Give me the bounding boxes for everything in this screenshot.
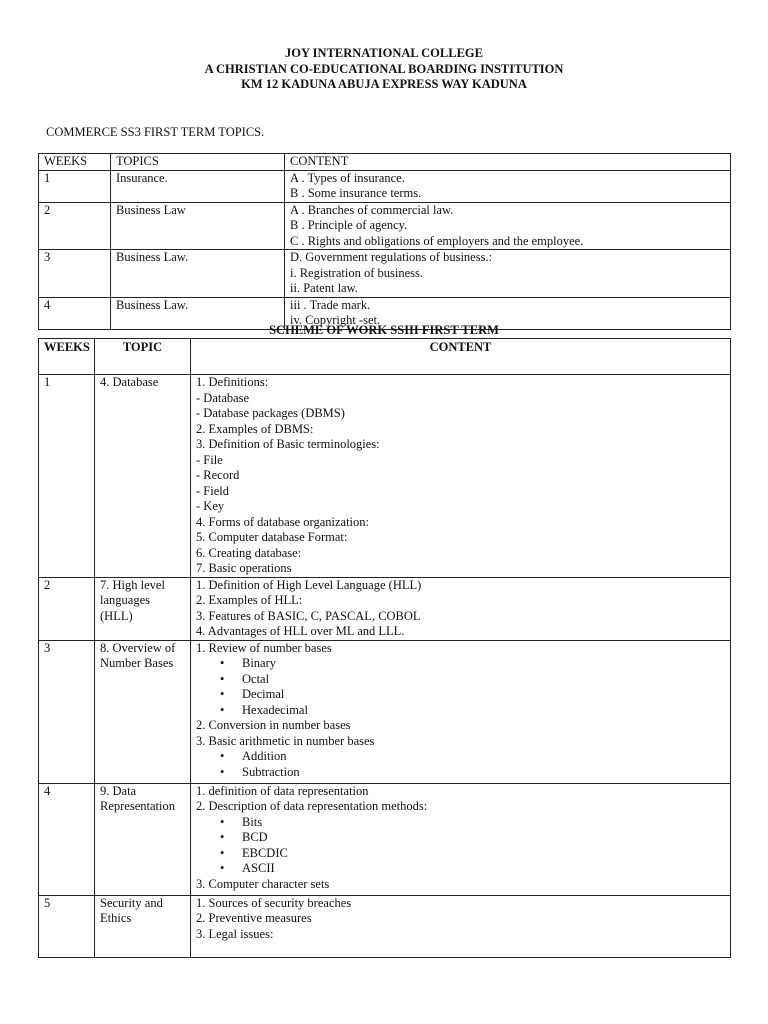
content-line: - Field	[196, 483, 229, 498]
school-description: A CHRISTIAN CO-EDUCATIONAL BOARDING INSTITUTION	[204, 61, 564, 76]
scheme-header-weeks: WEEKS	[39, 339, 95, 375]
content-line: 6. Creating database:	[196, 545, 302, 560]
bullet-item: • ASCII	[242, 861, 725, 877]
commerce-header-row	[39, 154, 731, 171]
scheme-row	[39, 577, 731, 640]
content-line: 2. Conversion in number bases	[196, 718, 351, 732]
content-cell	[285, 202, 731, 250]
week-cell: 5	[39, 895, 95, 957]
scheme-row	[39, 640, 731, 783]
content-line: 3. Legal issues:	[196, 926, 274, 941]
commerce-header-content: CONTENT	[285, 154, 731, 171]
bullet-list	[196, 656, 725, 718]
content-line: 5. Computer database Format:	[196, 530, 348, 544]
content-line: 3. Computer character sets	[196, 876, 330, 891]
topic-cell: 4. Database	[95, 375, 191, 578]
commerce-header-topics: TOPICS	[111, 154, 285, 171]
content-line: A . Branches of commercial law.	[290, 202, 454, 217]
school-name: JOY INTERNATIONAL COLLEGE	[285, 46, 483, 60]
commerce-topics-table	[38, 153, 731, 330]
content-line: 7. Basic operations	[196, 561, 292, 575]
bullet-item: • Binary	[242, 656, 725, 672]
content-line: 1. definition of data representation	[196, 783, 369, 798]
content-line: - Database packages (DBMS)	[196, 406, 345, 420]
content-line: 2. Description of data representation methods:	[196, 799, 428, 813]
content-line: 3. Basic arithmetic in number bases	[196, 733, 375, 748]
content-line: 1. Sources of security breaches	[196, 895, 352, 910]
week-cell: 1	[39, 375, 95, 578]
bullet-item: • Octal	[242, 672, 725, 688]
content-cell	[191, 783, 731, 895]
week-cell: 3	[39, 640, 95, 783]
content-line: ii. Patent law.	[290, 281, 358, 295]
content-cell	[285, 250, 731, 298]
topic-cell: Security and Ethics	[95, 895, 191, 957]
content-line: 2. Examples of HLL:	[196, 593, 303, 607]
content-line: D. Government regulations of business.:	[290, 250, 493, 264]
commerce-row	[39, 170, 731, 202]
commerce-row	[39, 250, 731, 298]
content-line: 3. Definition of Basic terminologies:	[196, 437, 380, 451]
content-cell	[191, 577, 731, 640]
content-line: i. Registration of business.	[290, 265, 423, 280]
bullet-item: • Addition	[242, 749, 725, 765]
content-line: 4. Advantages of HLL over ML and LLL.	[196, 624, 405, 638]
scheme-row	[39, 783, 731, 895]
topic-cell: Business Law	[111, 202, 285, 250]
scheme-of-work-table	[38, 338, 731, 958]
commerce-row	[39, 202, 731, 250]
content-line: 2. Preventive measures	[196, 911, 312, 925]
school-address: KM 12 KADUNA ABUJA EXPRESS WAY KADUNA	[241, 77, 527, 91]
scheme-row	[39, 375, 731, 578]
content-line: - Database	[196, 390, 250, 405]
content-line: 4. Forms of database organization:	[196, 514, 369, 529]
topic-cell: Business Law.	[111, 297, 285, 329]
content-line: - Key	[196, 499, 225, 513]
content-line: 1. Review of number bases	[196, 640, 332, 655]
week-cell: 2	[39, 202, 111, 250]
bullet-item: • Hexadecimal	[242, 703, 725, 719]
topic-cell: Insurance.	[111, 170, 285, 202]
topic-cell: 9. Data Representation	[95, 783, 191, 895]
content-line: - Record	[196, 468, 240, 482]
commerce-header-weeks: WEEKS	[39, 154, 111, 171]
scheme-header-topic: TOPIC	[95, 339, 191, 375]
bullet-item: • Subtraction	[242, 765, 725, 781]
content-line: 2. Examples of DBMS:	[196, 421, 314, 436]
bullet-list	[196, 749, 725, 780]
document-header	[0, 46, 768, 93]
bullet-item: • EBCDIC	[242, 846, 725, 862]
content-line: 1. Definitions:	[196, 375, 269, 389]
week-cell: 2	[39, 577, 95, 640]
content-line: B . Principle of agency.	[290, 218, 408, 232]
content-line: iii . Trade mark.	[290, 297, 371, 312]
bullet-list	[196, 815, 725, 877]
week-cell: 4	[39, 783, 95, 895]
scheme-header-content: CONTENT	[191, 339, 731, 375]
bullet-item: • BCD	[242, 830, 725, 846]
commerce-subject-title: COMMERCE SS3 FIRST TERM TOPICS.	[46, 125, 265, 139]
topic-cell: Business Law.	[111, 250, 285, 298]
content-line: B . Some insurance terms.	[290, 186, 422, 200]
content-line: iv. Copyright -set.	[290, 313, 381, 327]
bullet-item: • Decimal	[242, 687, 725, 703]
scheme-caption: SCHEME OF WORK SSIII FIRST TERM	[269, 323, 499, 337]
content-line: - File	[196, 452, 223, 467]
content-cell	[191, 640, 731, 783]
topic-cell: 7. High level languages (HLL)	[95, 577, 191, 640]
scheme-row	[39, 895, 731, 957]
content-cell	[191, 375, 731, 578]
topic-cell: 8. Overview of Number Bases	[95, 640, 191, 783]
content-line: 3. Features of BASIC, C, PASCAL, COBOL	[196, 608, 421, 623]
content-cell	[285, 170, 731, 202]
week-cell: 1	[39, 170, 111, 202]
content-line: A . Types of insurance.	[290, 170, 405, 185]
content-cell	[191, 895, 731, 957]
scheme-header-row	[39, 339, 731, 375]
content-line: 1. Definition of High Level Language (HLL)	[196, 577, 422, 592]
bullet-item: • Bits	[242, 815, 725, 831]
week-cell: 3	[39, 250, 111, 298]
week-cell: 4	[39, 297, 111, 329]
content-line: C . Rights and obligations of employers and the employee.	[290, 233, 584, 248]
